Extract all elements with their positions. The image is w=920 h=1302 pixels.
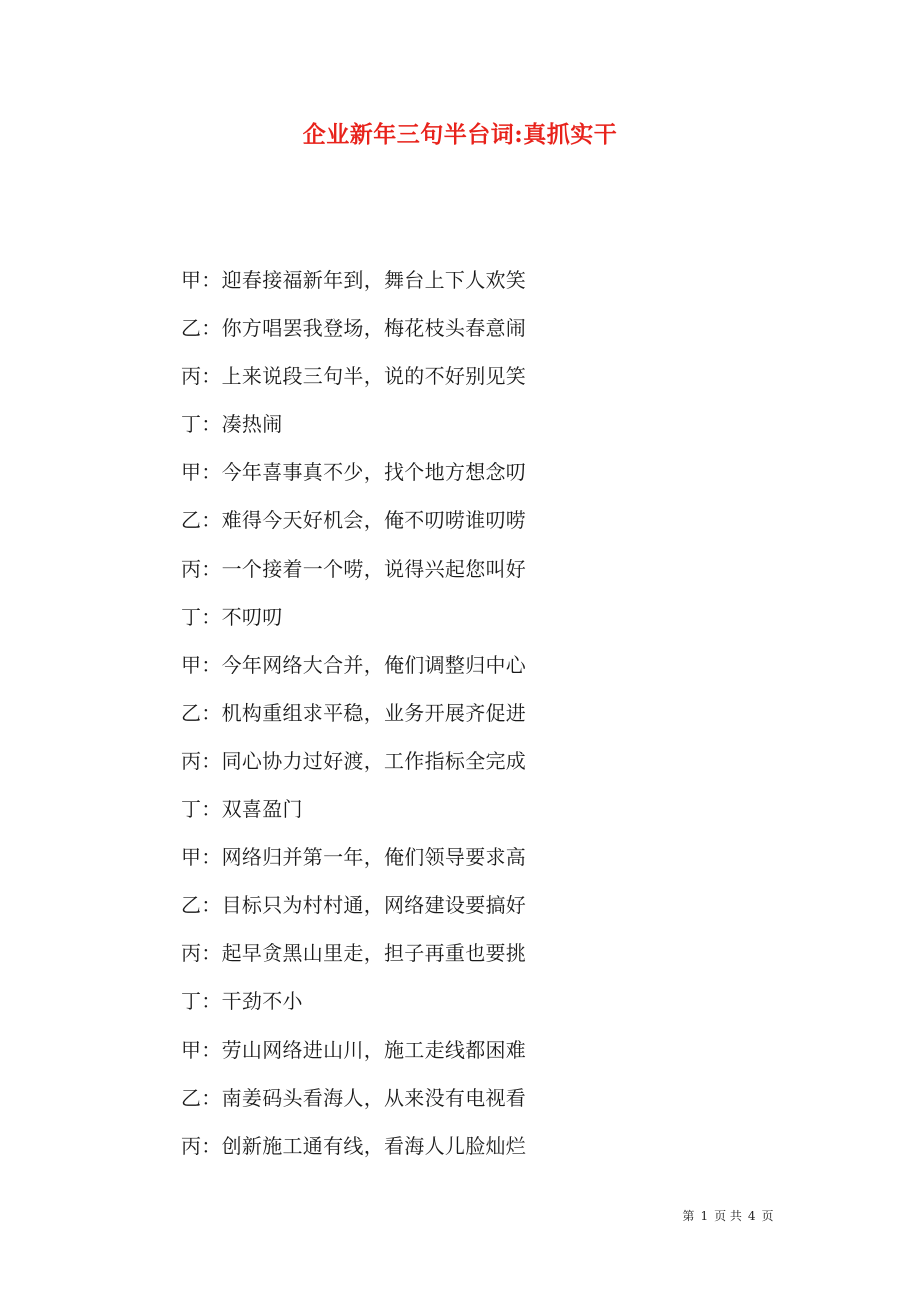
script-line: 丙：上来说段三句半，说的不好别见笑 bbox=[181, 364, 527, 389]
document-title: 企业新年三句半台词:真抓实干 bbox=[302, 121, 618, 148]
script-line: 丙：起早贪黑山里走，担子再重也要挑 bbox=[181, 941, 527, 966]
script-line: 乙：你方唱罢我登场，梅花枝头春意闹 bbox=[181, 316, 527, 341]
script-line: 甲：今年喜事真不少，找个地方想念叨 bbox=[181, 460, 527, 485]
footer-prefix: 第 bbox=[682, 1209, 695, 1223]
script-line: 丁：干劲不小 bbox=[181, 989, 303, 1014]
script-line: 丁：不叨叨 bbox=[181, 604, 283, 629]
script-line: 丙：同心协力过好渡，工作指标全完成 bbox=[181, 748, 527, 773]
script-line: 甲：迎春接福新年到，舞台上下人欢笑 bbox=[181, 268, 527, 292]
footer-mid: 页 共 bbox=[714, 1209, 742, 1223]
script-line: 乙：目标只为村村通，网络建设要搞好 bbox=[181, 893, 527, 918]
script-lines bbox=[181, 262, 526, 1176]
script-line: 丁：凑热闹 bbox=[181, 412, 283, 437]
script-line: 乙：难得今天好机会，俺不叨唠谁叨唠 bbox=[181, 508, 527, 533]
script-line: 甲：网络归并第一年，俺们领导要求高 bbox=[181, 845, 527, 870]
script-line: 乙：南姜码头看海人，从来没有电视看 bbox=[181, 1085, 527, 1110]
page-footer bbox=[0, 1207, 920, 1225]
script-line: 甲：今年网络大合并，俺们调整归中心 bbox=[181, 652, 527, 677]
script-line: 丙：创新施工通有线，看海人儿脸灿烂 bbox=[181, 1133, 527, 1158]
script-line: 乙：机构重组求平稳，业务开展齐促进 bbox=[181, 700, 527, 725]
footer-total-pages: 4 bbox=[747, 1209, 756, 1223]
script-line: 甲：劳山网络进山川，施工走线都困难 bbox=[181, 1037, 527, 1062]
footer-suffix: 页 bbox=[761, 1209, 774, 1223]
footer-page-number: 1 bbox=[700, 1209, 709, 1223]
script-line: 丙：一个接着一个唠，说得兴起您叫好 bbox=[181, 556, 527, 581]
page-number bbox=[679, 1207, 776, 1225]
script-line: 丁：双喜盈门 bbox=[181, 797, 303, 822]
